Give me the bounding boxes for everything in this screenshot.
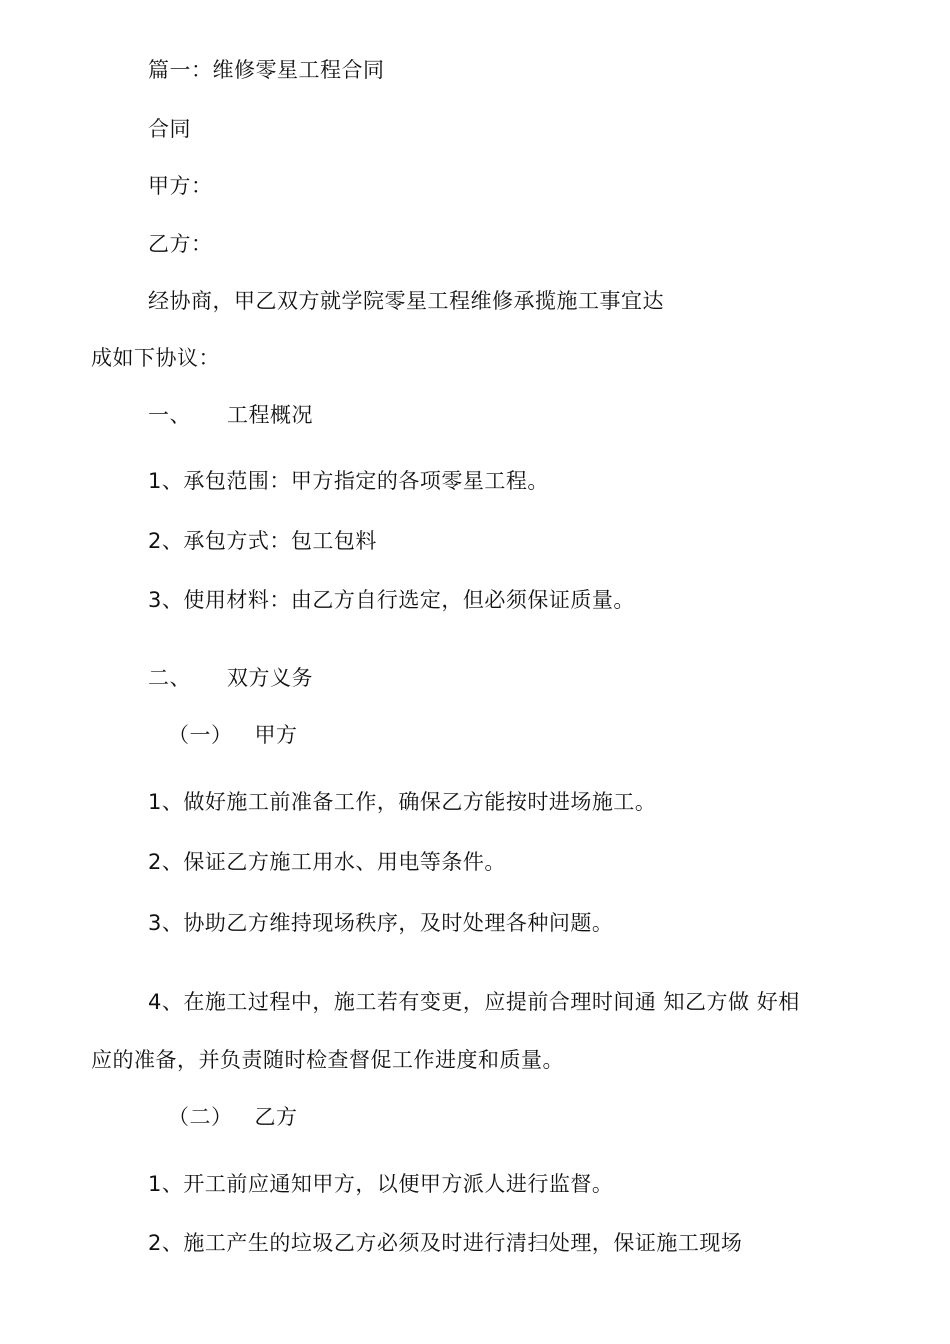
section2-number: 二、 bbox=[148, 666, 191, 690]
party-a-duty-item: 4、在施工过程中，施工若有变更，应提前合理时间通 知乙方做 好相 bbox=[148, 990, 800, 1014]
intro-paragraph-line2: 成如下协议： bbox=[91, 346, 220, 370]
section1-item: 2、承包方式：包工包料 bbox=[148, 529, 377, 553]
party-a-label: 甲方： bbox=[148, 174, 213, 198]
intro-paragraph-line1: 经协商，甲乙双方就学院零星工程维修承揽施工事宜达 bbox=[148, 289, 664, 313]
section1-item: 3、使用材料：由乙方自行选定，但必须保证质量。 bbox=[148, 588, 635, 612]
section2-title: 双方义务 bbox=[227, 666, 313, 690]
section1-item: 1、承包范围：甲方指定的各项零星工程。 bbox=[148, 469, 549, 493]
section2-heading bbox=[148, 664, 313, 692]
party-a-duty-item: 1、做好施工前准备工作，确保乙方能按时进场施工。 bbox=[148, 790, 657, 814]
party-b-duty-item: 1、开工前应通知甲方，以便甲方派人进行监督。 bbox=[148, 1172, 614, 1196]
section1-number: 一、 bbox=[148, 403, 191, 427]
subsection1-number: （一） bbox=[168, 723, 233, 747]
subsection2-heading bbox=[168, 1103, 298, 1131]
party-a-duty-item-continued: 应的准备，并负责随时检查督促工作进度和质量。 bbox=[91, 1048, 564, 1072]
subsection1-title: 甲方 bbox=[254, 723, 298, 747]
subsection2-title: 乙方 bbox=[254, 1105, 298, 1129]
party-b-label: 乙方： bbox=[148, 232, 213, 256]
subsection1-heading bbox=[168, 721, 298, 749]
section1-heading bbox=[148, 401, 313, 429]
party-a-duty-item: 2、保证乙方施工用水、用电等条件。 bbox=[148, 850, 506, 874]
party-a-duty-item: 3、协助乙方维持现场秩序，及时处理各种问题。 bbox=[148, 911, 614, 935]
party-b-duty-item: 2、施工产生的垃圾乙方必须及时进行清扫处理，保证施工现场 bbox=[148, 1231, 743, 1255]
subsection2-number: （二） bbox=[168, 1105, 233, 1129]
section1-title: 工程概况 bbox=[227, 403, 313, 427]
contract-label: 合同 bbox=[148, 117, 191, 141]
document-title: 篇一：维修零星工程合同 bbox=[148, 58, 385, 82]
